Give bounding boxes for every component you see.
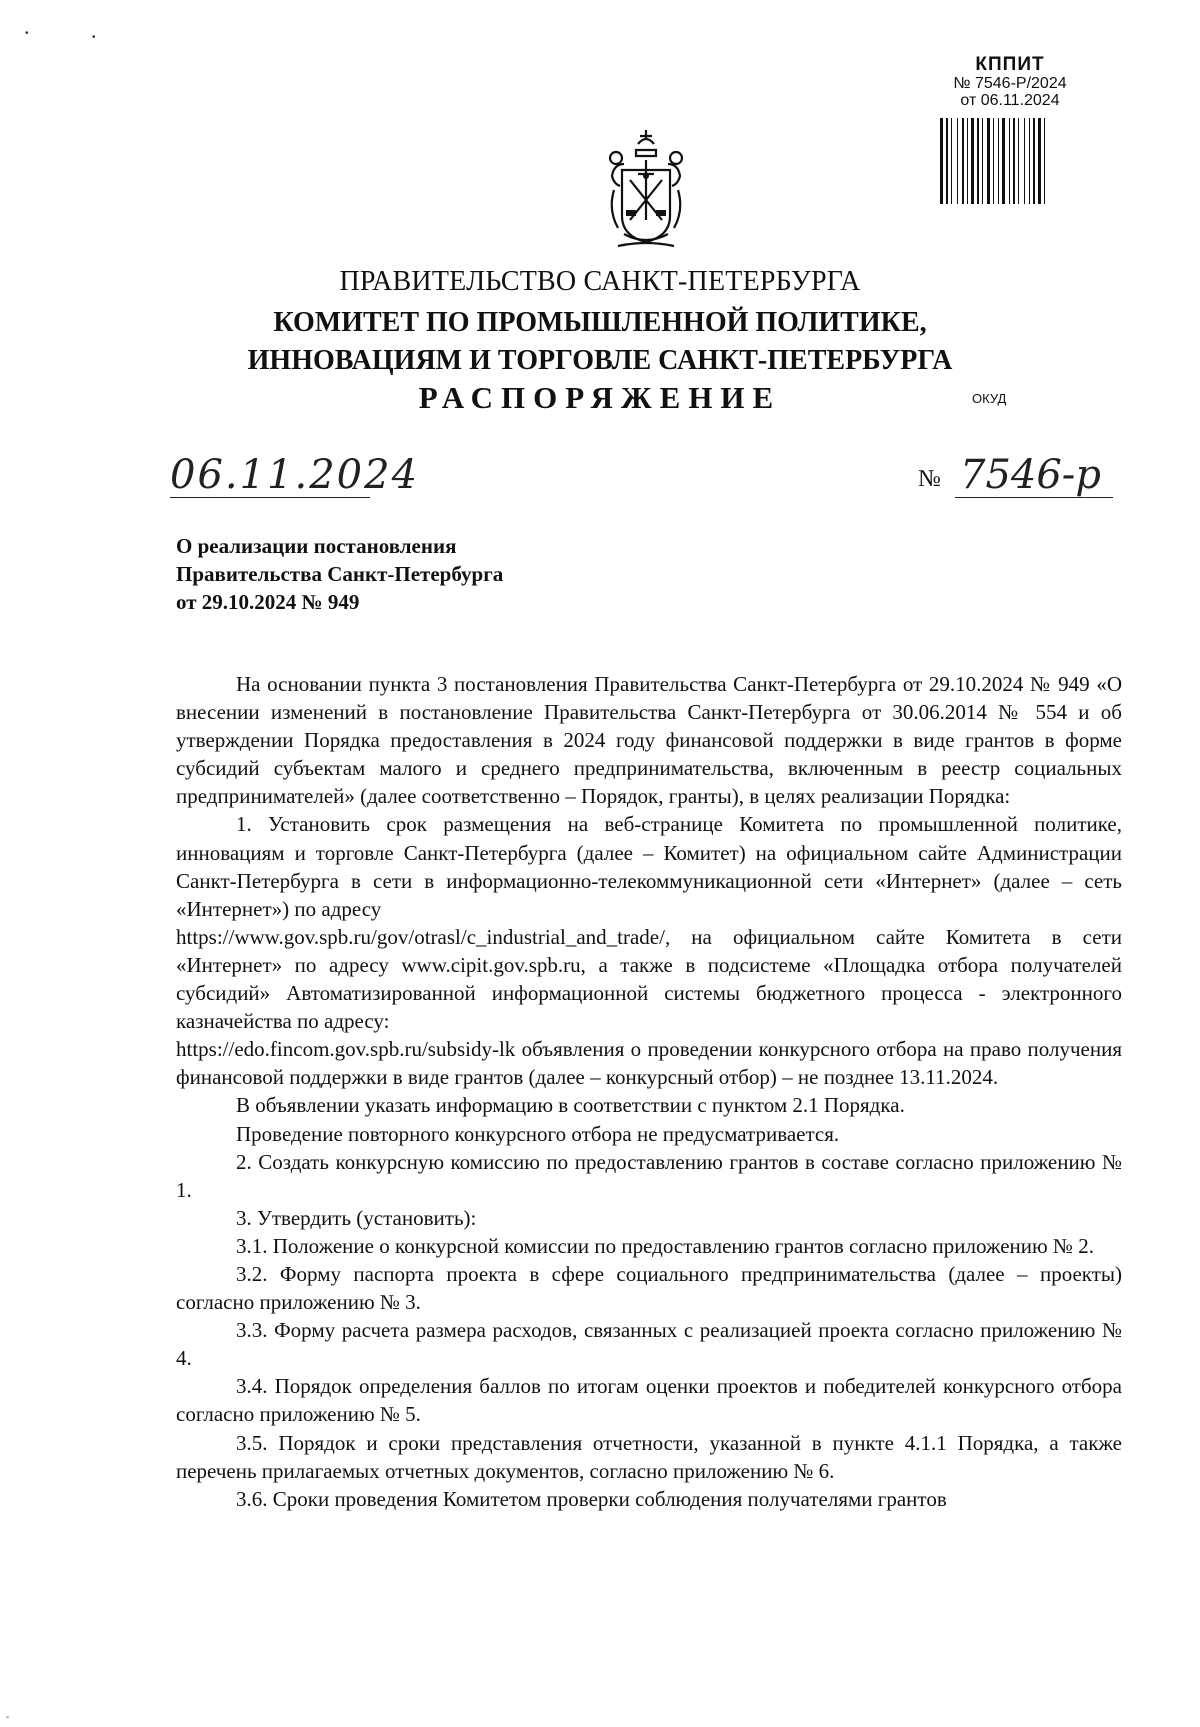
- subject-line: Правительства Санкт-Петербурга: [176, 562, 504, 586]
- paragraph-announcement: В объявлении указать информацию в соответствии с пунктом 2.1 Порядка.: [236, 1093, 905, 1118]
- stamp-reg-date: от 06.11.2024: [960, 92, 1060, 109]
- paragraph-item-3: 3. Утвердить (установить):: [236, 1205, 477, 1230]
- paragraph-item-1: 1. Установить срок размещения на веб-странице Комитета по промышленной политике, инновациям и торговле Санкт-Петербурга (далее – Комитет) на официальном сайте Администрации Санкт-Петербурга в сети в информационно-телекоммуникационной сети «Интернет» (далее – сеть «Интернет») по адресу: [176, 812, 1122, 921]
- paragraph-repeat-selection: Проведение повторного конкурсного отбора не предусматривается.: [236, 1121, 840, 1146]
- barcode-bar: [998, 118, 999, 204]
- paragraph-item-3-4: 3.4. Порядок определения баллов по итогам оценки проектов и победителей конкурсного отбора согласно приложению № 5.: [176, 1374, 1122, 1427]
- paragraph-item-3-1: 3.1. Положение о конкурсной комиссии по предоставлению грантов согласно приложению № 2.: [236, 1233, 1094, 1258]
- barcode-bar: [993, 118, 994, 204]
- barcode-bar: [962, 118, 964, 204]
- number-label: №: [918, 466, 941, 492]
- paragraph-item-3-3: 3.3. Форму расчета размера расходов, связанных с реализацией проекта согласно приложению № 4.: [176, 1318, 1122, 1371]
- barcode-bar: [940, 118, 943, 204]
- handwritten-number: 7546-р: [960, 452, 1101, 498]
- paragraph-item-3-6: 3.6. Сроки проведения Комитетом проверки соблюдения получателями грантов: [236, 1486, 947, 1511]
- paragraph-item-3-5: 3.5. Порядок и сроки представления отчетности, указанной в пункте 4.1.1 Порядка, а также перечень прилагаемых отчетных документов, согласно приложению № 6.: [176, 1430, 1122, 1483]
- subject-line: от 29.10.2024 № 949: [176, 590, 360, 614]
- barcode-bar: [946, 118, 948, 204]
- committee-title-line1: КОМИТЕТ ПО ПРОМЫШЛЕННОЙ ПОЛИТИКЕ,: [273, 307, 927, 338]
- stamp-reg-number: № 7546-Р/2024: [953, 75, 1067, 92]
- barcode-bar: [977, 118, 979, 204]
- paragraph-item-2: 2. Создать конкурсную комиссию по предоставлению грантов в составе согласно приложению № 1.: [176, 1149, 1122, 1202]
- scan-speck: -: [6, 1712, 10, 1723]
- barcode-bar: [1018, 118, 1019, 204]
- paragraph-item-1-cont: https://www.gov.spb.ru/gov/otrasl/c_industrial_and_trade/, на официальном сайте Комитета в сети «Интернет» по адресу www.cipit.gov.spb.ru, а также в подсистеме «Площадка отбора получателей субсидий» Автоматизированной информационной системы бюджетного процесса - электронного казначейства по адресу:: [176, 924, 1122, 1034]
- document-subject: [176, 532, 503, 616]
- okud-label: ОКУД: [972, 391, 1007, 406]
- stamp-org: КППИТ: [975, 54, 1045, 75]
- barcode-bar: [1029, 118, 1030, 204]
- paragraph-item-1-cont: https://edo.fincom.gov.spb.ru/subsidy-lk объявления о проведении конкурсного отбора на право получения финансовой поддержки в виде грантов (далее – конкурсный отбор) – не позднее 13.11.2024.: [176, 1037, 1122, 1090]
- barcode-bar: [1002, 118, 1005, 204]
- barcode: [938, 118, 1088, 206]
- document-type: РАСПОРЯЖЕНИЕ: [418, 380, 782, 415]
- paragraph-item-3-2: 3.2. Форму паспорта проекта в сфере социального предпринимательства (далее – проекты) согласно приложению № 3.: [176, 1261, 1122, 1315]
- paragraph-preamble: На основании пункта 3 постановления Правительства Санкт-Петербурга от 29.10.2024 № 949 «О внесении изменений в постановление Правительства Санкт-Петербурга от 30.06.2014 № 554 и об утверждении Порядка предоставления в 2024 году финансовой поддержки в виде грантов в форме субсидий субъектам малого и среднего предпринимательства, включенным в реестр социальных предпринимателей» (далее соответственно – Порядок, гранты), в целях реализации Порядка:: [176, 672, 1122, 809]
- subject-line: О реализации постановления: [176, 534, 457, 558]
- scan-speck: •: [25, 28, 29, 39]
- barcode-bar: [982, 118, 983, 204]
- government-title: ПРАВИТЕЛЬСТВО САНКТ-ПЕТЕРБУРГА: [339, 266, 861, 297]
- coat-of-arms-emblem: [600, 130, 692, 254]
- registration-stamp: [940, 55, 1080, 109]
- committee-title: [0, 304, 1200, 380]
- barcode-bar: [1038, 118, 1041, 204]
- date-underline: [170, 497, 370, 498]
- barcode-bar: [951, 118, 952, 204]
- document-body: [176, 670, 1122, 1513]
- barcode-bar: [1044, 118, 1045, 204]
- barcode-bar: [1009, 118, 1010, 204]
- barcode-bar: [957, 118, 958, 204]
- barcode-bar: [971, 118, 974, 204]
- barcode-bar: [967, 118, 968, 204]
- handwritten-date: 06.11.2024: [170, 452, 420, 498]
- barcode-bar: [987, 118, 990, 204]
- scan-speck: •: [92, 32, 96, 43]
- barcode-bar: [1024, 118, 1025, 204]
- barcode-bar: [1033, 118, 1035, 204]
- committee-title-line2: ИННОВАЦИЯМ И ТОРГОВЛЕ САНКТ-ПЕТЕРБУРГА: [247, 345, 953, 376]
- barcode-bar: [1013, 118, 1015, 204]
- number-underline: [955, 497, 1113, 498]
